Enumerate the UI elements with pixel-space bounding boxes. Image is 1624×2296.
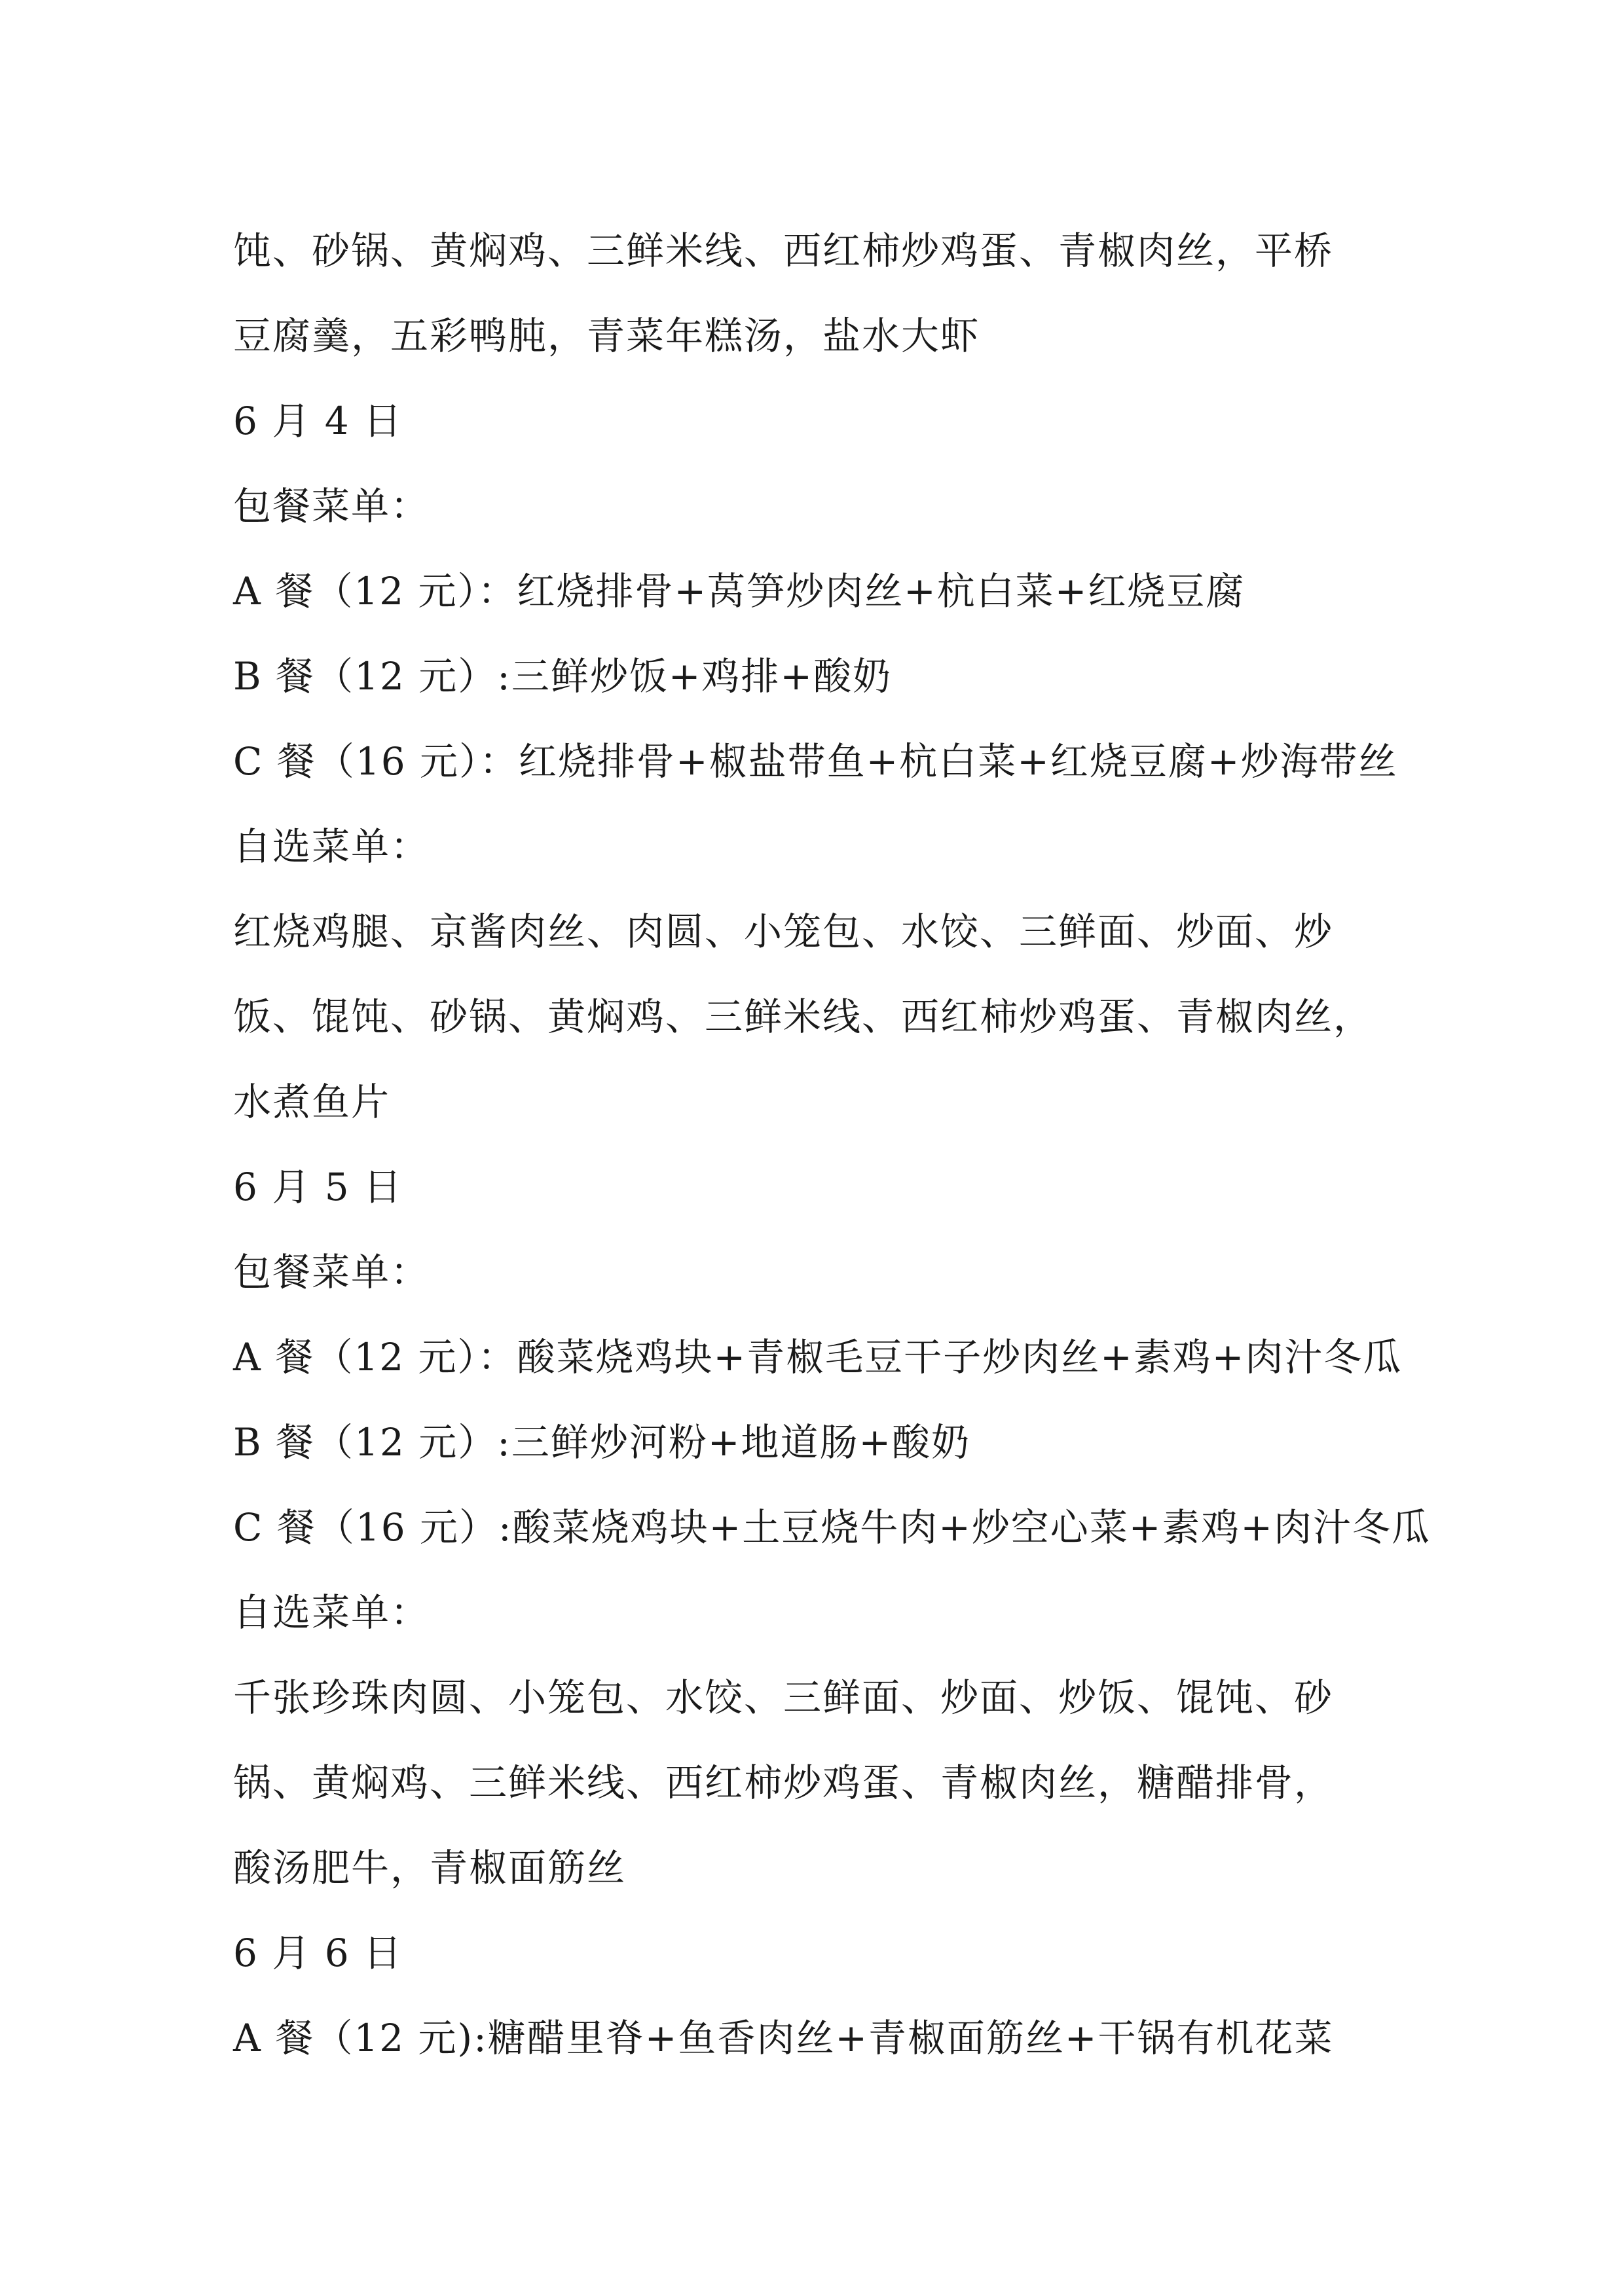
meal-c-line: C 餐（16 元）：红烧排骨+椒盐带鱼+杭白菜+红烧豆腐+炒海带丝 (233, 739, 1398, 784)
optional-menu-line-2: 锅、黄焖鸡、三鲜米线、西红柿炒鸡蛋、青椒肉丝，糖醋排骨， (233, 1760, 1334, 1805)
optional-menu-continuation-line-1: 饨、砂锅、黄焖鸡、三鲜米线、西红柿炒鸡蛋、青椒肉丝，平桥 (233, 228, 1334, 273)
optional-menu-continuation-line-2: 豆腐羹，五彩鸭肫，青菜年糕汤，盐水大虾 (233, 314, 980, 358)
set-meal-menu-label: 包餐菜单： (233, 1250, 430, 1294)
optional-menu-line-1: 红烧鸡腿、京酱肉丝、肉圆、小笼包、水饺、三鲜面、炒面、炒 (233, 909, 1334, 954)
date-heading-june-5: 6 月 5 日 (233, 1165, 403, 1209)
document-body (233, 208, 1431, 2081)
date-heading-june-6: 6 月 6 日 (233, 1931, 403, 1975)
meal-b-line: B 餐（12 元）:三鲜炒河粉+地道肠+酸奶 (233, 1420, 971, 1465)
set-meal-menu-label: 包餐菜单： (233, 484, 430, 528)
date-heading-june-4: 6 月 4 日 (233, 399, 403, 443)
meal-a-line: A 餐（12 元）：酸菜烧鸡块+青椒毛豆干子炒肉丝+素鸡+肉汁冬瓜 (233, 1335, 1403, 1379)
meal-b-line: B 餐（12 元）:三鲜炒饭+鸡排+酸奶 (233, 654, 893, 699)
optional-menu-label: 自选菜单： (233, 1590, 430, 1635)
optional-menu-line-3: 水煮鱼片 (233, 1080, 391, 1124)
meal-c-line: C 餐（16 元）:酸菜烧鸡块+土豆烧牛肉+炒空心菜+素鸡+肉汁冬瓜 (233, 1505, 1431, 1550)
optional-menu-label: 自选菜单： (233, 824, 430, 869)
meal-a-line: A 餐（12 元）：红烧排骨+莴笋炒肉丝+杭白菜+红烧豆腐 (233, 569, 1246, 613)
optional-menu-line-3: 酸汤肥牛，青椒面筋丝 (233, 1846, 627, 1890)
optional-menu-line-1: 千张珍珠肉圆、小笼包、水饺、三鲜面、炒面、炒饭、馄饨、砂 (233, 1675, 1334, 1720)
meal-a-line: A 餐（12 元):糖醋里脊+鱼香肉丝+青椒面筋丝+干锅有机花菜 (233, 2016, 1334, 2060)
optional-menu-line-2: 饭、馄饨、砂锅、黄焖鸡、三鲜米线、西红柿炒鸡蛋、青椒肉丝， (233, 994, 1373, 1039)
